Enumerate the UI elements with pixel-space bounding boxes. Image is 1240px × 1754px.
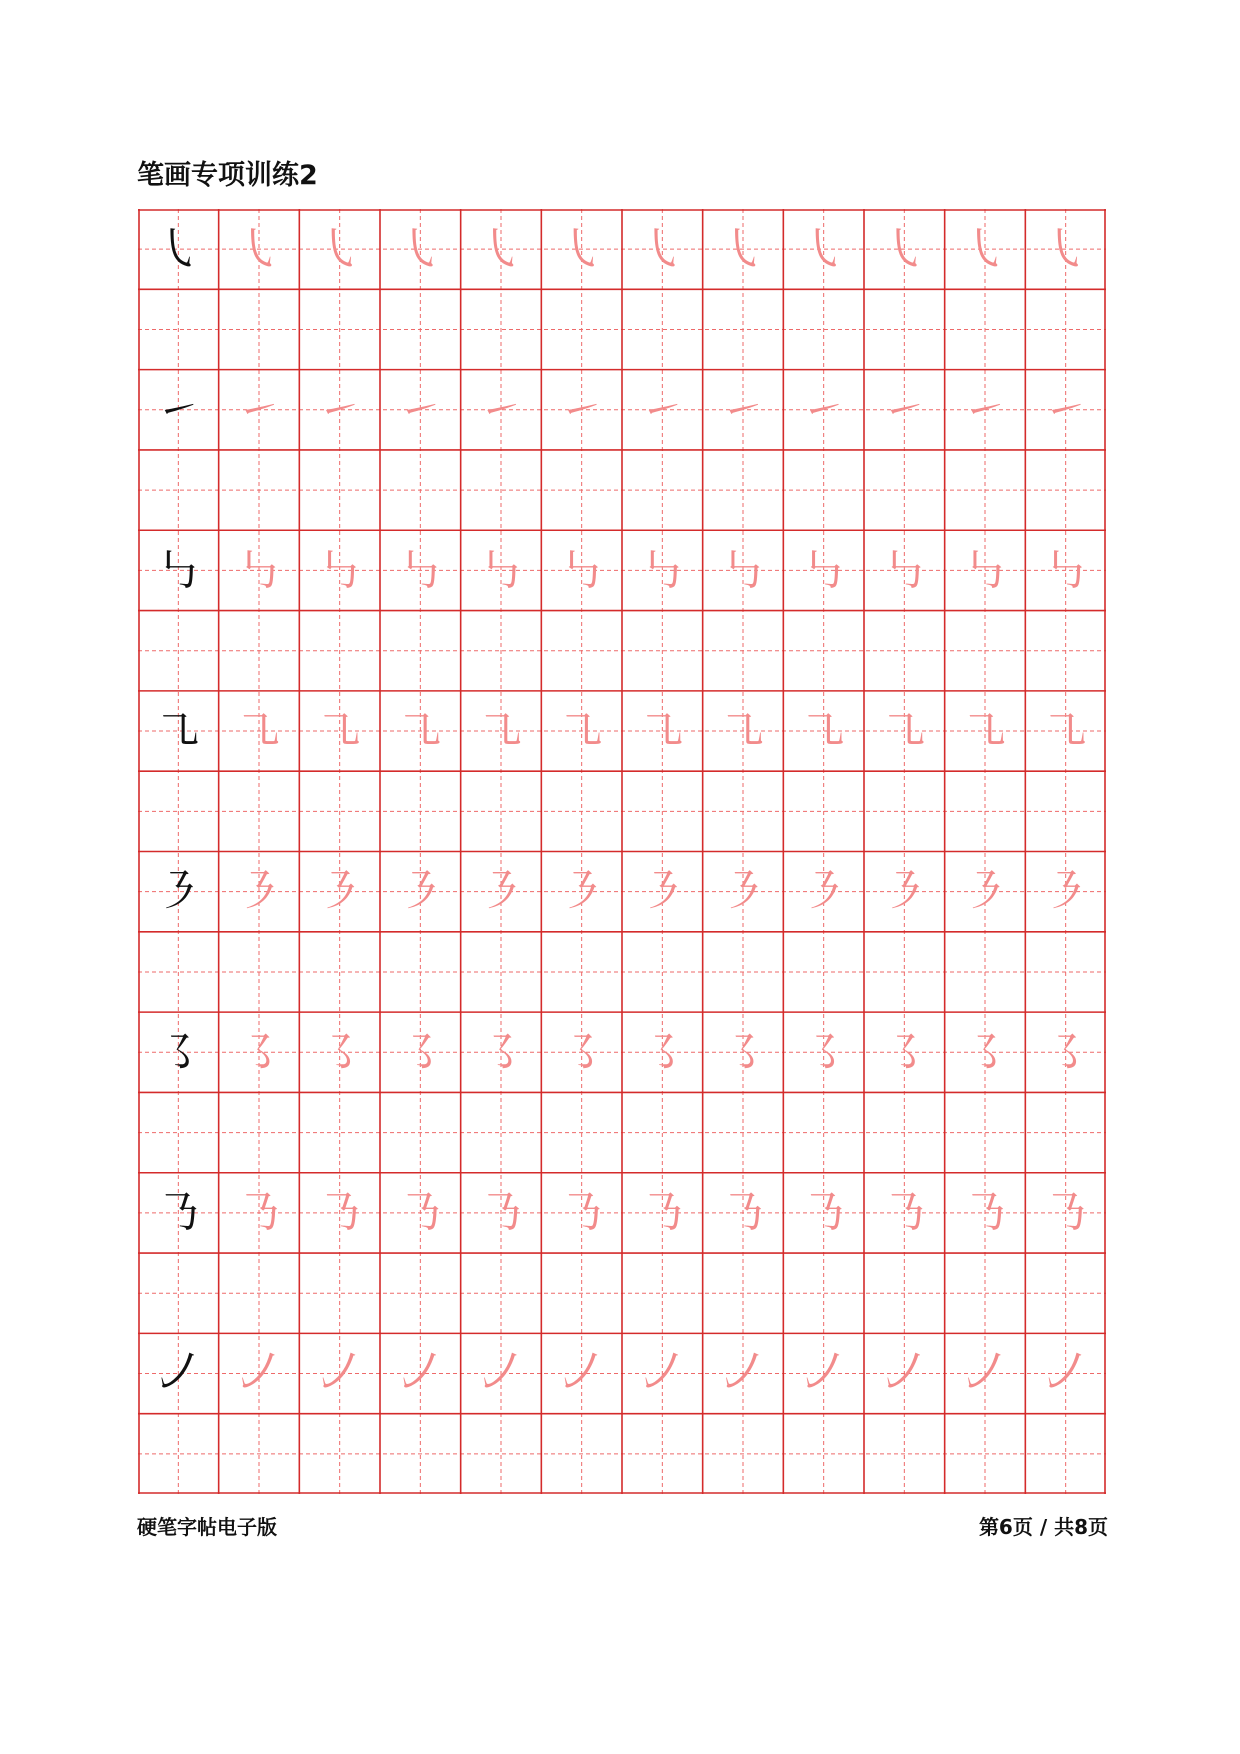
trace-stroke: ㇋ bbox=[236, 864, 282, 919]
trace-stroke: ㇈ bbox=[962, 704, 1008, 759]
trace-stroke: ㇈ bbox=[720, 704, 766, 759]
trace-stroke: ㇀ bbox=[1042, 382, 1089, 437]
page-number: 第6页 / 共8页 bbox=[978, 1515, 1108, 1539]
trace-stroke: ㇈ bbox=[881, 704, 928, 759]
trace-stroke: ㇉ bbox=[397, 543, 444, 598]
trace-stroke: ㇀ bbox=[558, 382, 605, 437]
trace-stroke: ㇌ bbox=[639, 1025, 686, 1080]
trace-stroke: ㇡ bbox=[800, 1185, 847, 1240]
trace-stroke: ㇂ bbox=[558, 222, 605, 277]
trace-stroke: ㇈ bbox=[1042, 704, 1089, 759]
trace-stroke: ㇢ bbox=[639, 1346, 686, 1401]
model-stroke: ㇉ bbox=[155, 543, 202, 598]
trace-stroke: ㇂ bbox=[236, 222, 282, 277]
trace-stroke: ㇢ bbox=[881, 1346, 928, 1401]
model-stroke: ㇋ bbox=[155, 864, 202, 919]
trace-stroke: ㇈ bbox=[558, 704, 605, 759]
trace-stroke: ㇉ bbox=[800, 543, 847, 598]
trace-stroke: ㇂ bbox=[639, 222, 686, 277]
trace-stroke: ㇌ bbox=[962, 1025, 1008, 1080]
trace-stroke: ㇋ bbox=[881, 864, 928, 919]
trace-stroke: ㇈ bbox=[800, 704, 847, 759]
trace-stroke: ㇀ bbox=[720, 382, 766, 437]
trace-stroke: ㇡ bbox=[720, 1185, 766, 1240]
trace-stroke: ㇌ bbox=[397, 1025, 444, 1080]
trace-stroke: ㇂ bbox=[397, 222, 444, 277]
trace-stroke: ㇀ bbox=[881, 382, 928, 437]
trace-stroke: ㇋ bbox=[478, 864, 524, 919]
trace-stroke: ㇢ bbox=[1042, 1346, 1089, 1401]
trace-stroke: ㇌ bbox=[1042, 1025, 1089, 1080]
trace-stroke: ㇌ bbox=[558, 1025, 605, 1080]
trace-stroke: ㇋ bbox=[1042, 864, 1089, 919]
trace-stroke: ㇀ bbox=[316, 382, 363, 437]
trace-stroke: ㇢ bbox=[397, 1346, 444, 1401]
trace-stroke: ㇉ bbox=[962, 543, 1008, 598]
trace-stroke: ㇈ bbox=[316, 704, 363, 759]
trace-stroke: ㇀ bbox=[639, 382, 686, 437]
trace-stroke: ㇡ bbox=[1042, 1185, 1089, 1240]
trace-stroke: ㇡ bbox=[881, 1185, 928, 1240]
trace-stroke: ㇡ bbox=[558, 1185, 605, 1240]
trace-stroke: ㇉ bbox=[720, 543, 766, 598]
trace-stroke: ㇋ bbox=[720, 864, 766, 919]
trace-stroke: ㇂ bbox=[316, 222, 363, 277]
trace-stroke: ㇢ bbox=[962, 1346, 1008, 1401]
trace-stroke: ㇉ bbox=[1042, 543, 1089, 598]
trace-stroke: ㇢ bbox=[316, 1346, 363, 1401]
trace-stroke: ㇈ bbox=[236, 704, 282, 759]
trace-stroke: ㇂ bbox=[1042, 222, 1089, 277]
trace-stroke: ㇡ bbox=[397, 1185, 444, 1240]
trace-stroke: ㇉ bbox=[316, 543, 363, 598]
trace-stroke: ㇡ bbox=[962, 1185, 1008, 1240]
trace-stroke: ㇀ bbox=[236, 382, 282, 437]
trace-stroke: ㇢ bbox=[720, 1346, 766, 1401]
trace-stroke: ㇢ bbox=[478, 1346, 524, 1401]
trace-stroke: ㇋ bbox=[800, 864, 847, 919]
model-stroke: ㇀ bbox=[155, 382, 202, 437]
trace-stroke: ㇌ bbox=[236, 1025, 282, 1080]
trace-stroke: ㇉ bbox=[881, 543, 928, 598]
practice-grid bbox=[138, 209, 1106, 1494]
model-stroke: ㇈ bbox=[155, 704, 202, 759]
trace-stroke: ㇂ bbox=[478, 222, 524, 277]
model-stroke: ㇂ bbox=[155, 222, 202, 277]
trace-stroke: ㇉ bbox=[558, 543, 605, 598]
trace-stroke: ㇈ bbox=[478, 704, 524, 759]
model-stroke: ㇢ bbox=[155, 1346, 202, 1401]
trace-stroke: ㇌ bbox=[881, 1025, 928, 1080]
trace-stroke: ㇋ bbox=[316, 864, 363, 919]
trace-stroke: ㇡ bbox=[236, 1185, 282, 1240]
trace-stroke: ㇋ bbox=[639, 864, 686, 919]
trace-stroke: ㇌ bbox=[800, 1025, 847, 1080]
trace-stroke: ㇂ bbox=[962, 222, 1008, 277]
trace-stroke: ㇢ bbox=[558, 1346, 605, 1401]
footer-caption: 硬笔字帖电子版 bbox=[137, 1515, 277, 1539]
trace-stroke: ㇡ bbox=[478, 1185, 524, 1240]
trace-stroke: ㇉ bbox=[478, 543, 524, 598]
trace-stroke: ㇉ bbox=[236, 543, 282, 598]
trace-stroke: ㇀ bbox=[800, 382, 847, 437]
trace-stroke: ㇀ bbox=[397, 382, 444, 437]
trace-stroke: ㇋ bbox=[962, 864, 1008, 919]
trace-stroke: ㇉ bbox=[639, 543, 686, 598]
trace-stroke: ㇂ bbox=[720, 222, 766, 277]
trace-stroke: ㇌ bbox=[720, 1025, 766, 1080]
trace-stroke: ㇢ bbox=[236, 1346, 282, 1401]
trace-stroke: ㇂ bbox=[800, 222, 847, 277]
trace-stroke: ㇌ bbox=[316, 1025, 363, 1080]
model-stroke: ㇌ bbox=[155, 1025, 202, 1080]
model-stroke: ㇡ bbox=[155, 1185, 202, 1240]
trace-stroke: ㇡ bbox=[316, 1185, 363, 1240]
trace-stroke: ㇋ bbox=[397, 864, 444, 919]
trace-stroke: ㇈ bbox=[639, 704, 686, 759]
trace-stroke: ㇀ bbox=[478, 382, 524, 437]
trace-stroke: ㇌ bbox=[478, 1025, 524, 1080]
trace-stroke: ㇢ bbox=[800, 1346, 847, 1401]
trace-stroke: ㇀ bbox=[962, 382, 1008, 437]
trace-stroke: ㇋ bbox=[558, 864, 605, 919]
trace-stroke: ㇡ bbox=[639, 1185, 686, 1240]
trace-stroke: ㇈ bbox=[397, 704, 444, 759]
page-title: 笔画专项训练2 bbox=[137, 160, 318, 191]
trace-stroke: ㇂ bbox=[881, 222, 928, 277]
